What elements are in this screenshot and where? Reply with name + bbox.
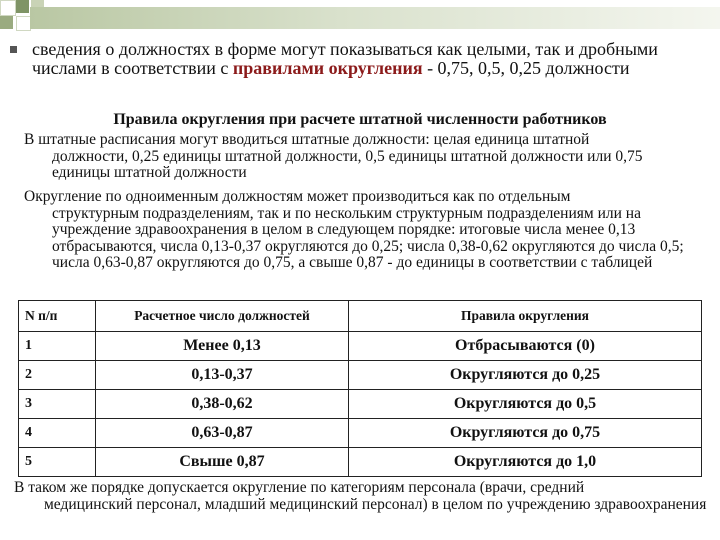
deco-square <box>0 0 16 16</box>
decorative-header <box>0 0 720 40</box>
cell-number: 5 <box>19 448 96 477</box>
section-heading: Правила округления при расчете штатной численности работников <box>113 111 607 128</box>
rounding-table <box>18 300 702 477</box>
footer-continuation: медицинский персонал, младший медицинский персонал) в целом по учреждению здравоохранения <box>44 496 707 513</box>
deco-gradient-bar <box>30 7 720 29</box>
bullet-highlight: правилами округления <box>232 58 423 78</box>
paragraph-rounding-order <box>24 189 704 272</box>
cell-rule: Отбрасываются (0) <box>349 332 702 361</box>
cell-estimated: 0,63-0,87 <box>96 419 349 448</box>
cell-rule: Округляются до 1,0 <box>349 448 702 477</box>
cell-rule: Округляются до 0,75 <box>349 419 702 448</box>
square-bullet-icon <box>10 46 17 53</box>
header-rule: Правила округления <box>349 301 702 332</box>
cell-number: 2 <box>19 361 96 390</box>
bullet-paragraph <box>10 40 710 78</box>
table-row <box>19 448 702 477</box>
deco-square <box>16 0 29 13</box>
cell-estimated: Менее 0,13 <box>96 332 349 361</box>
table-row <box>19 390 702 419</box>
deco-square <box>16 16 31 31</box>
table-header-row <box>19 301 702 332</box>
table-row <box>19 419 702 448</box>
cell-estimated: 0,13-0,37 <box>96 361 349 390</box>
cell-number: 3 <box>19 390 96 419</box>
cell-rule: Округляются до 0,5 <box>349 390 702 419</box>
cell-estimated: Свыше 0,87 <box>96 448 349 477</box>
paragraph-continuation: структурным подразделениям, так и по нескольким структурным подразделениям или на учреждение здравоохранения в целом в следующем порядке: итоговые числа менее 0,13 отбрасываются, числа 0,13-0,37 округляются до 0,25; числа 0,38-0,62 округляются до числа 0,5; числа 0,63-0,87 округляются до 0,75, а свыше 0,87 - до единицы в соответствии с таблицей <box>52 204 684 271</box>
bullet-text-end: - 0,75, 0,5, 0,25 должности <box>422 58 630 78</box>
table-row <box>19 361 702 390</box>
header-estimated: Расчетное число должностей <box>96 301 349 332</box>
paragraph-first-line: В штатные расписания могут вводиться штатные должности: целая единица штатной <box>24 131 590 148</box>
bullet-text-start: сведения о должностях в форме могут показываться как целыми, так и дробными числами в соответствии с <box>32 39 658 78</box>
deco-square <box>0 16 13 29</box>
bullet-text <box>32 40 710 78</box>
table-row <box>19 332 702 361</box>
header-number: N п/п <box>19 301 96 332</box>
footer-paragraph <box>14 479 714 513</box>
paragraph-continuation: должности, 0,25 единицы штатной должности, 0,5 единицы штатной должности или 0,75 единицы штатной должности <box>52 147 643 181</box>
cell-number: 1 <box>19 332 96 361</box>
paragraph-first-line: Округление по одноименным должностям может производиться как по отдельным <box>24 188 571 205</box>
cell-number: 4 <box>19 419 96 448</box>
paragraph-staff-positions <box>24 132 704 182</box>
cell-estimated: 0,38-0,62 <box>96 390 349 419</box>
cell-rule: Округляются до 0,25 <box>349 361 702 390</box>
footer-first-line: В таком же порядке допускается округление по категориям персонала (врачи, средний <box>14 479 585 496</box>
